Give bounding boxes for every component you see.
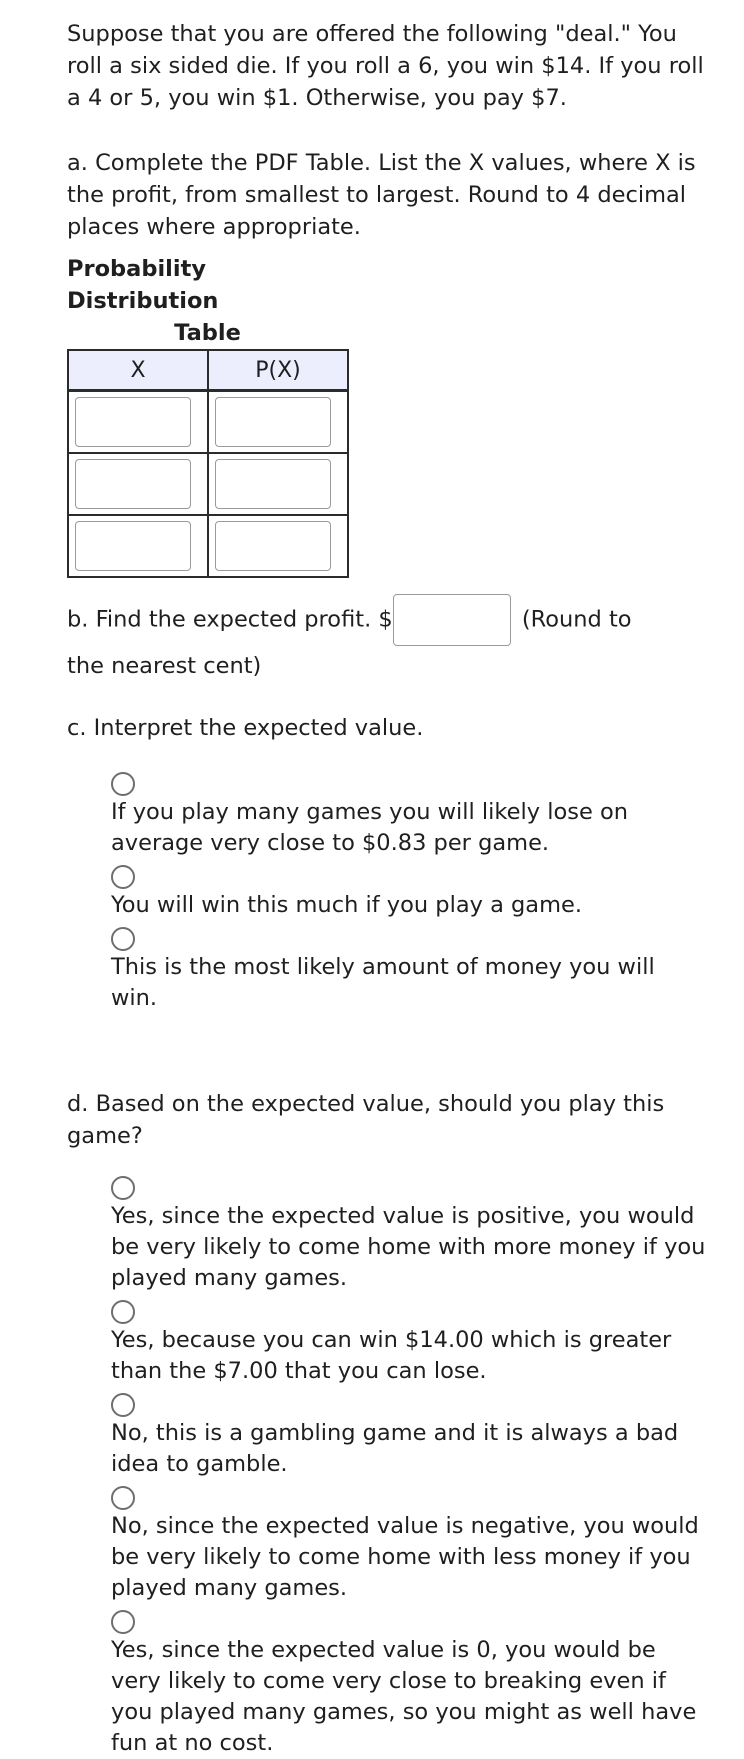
table-header-row xyxy=(68,350,348,391)
px-cell xyxy=(208,391,348,454)
option-label: No, since the expected value is negative, you would be very likely to come home with less money if you played many games. xyxy=(111,1513,699,1601)
part-b xyxy=(67,594,707,688)
x-input-3[interactable] xyxy=(75,521,191,571)
part-c-option-3[interactable] xyxy=(111,923,707,1014)
part-d-option-5[interactable] xyxy=(111,1606,707,1759)
option-label: Yes, since the expected value is positive, you would be very likely to come home with more money if you played many games. xyxy=(111,1203,706,1291)
x-cell xyxy=(68,515,208,577)
question-intro: Suppose that you are offered the following "deal." You roll a six sided die. If you roll a 6, you win $14. If you roll a 4 or 5, you win $1. Otherwise, you pay $7. xyxy=(67,21,704,111)
x-cell xyxy=(68,391,208,454)
part-d-option-3[interactable] xyxy=(111,1389,707,1480)
option-label: You will win this much if you play a game. xyxy=(111,892,583,918)
x-input-2[interactable] xyxy=(75,459,191,509)
px-input-3[interactable] xyxy=(215,521,331,571)
part-c-options xyxy=(67,766,707,1014)
option-label: Yes, because you can win $14.00 which is greater than the $7.00 that you can lose. xyxy=(111,1327,672,1384)
radio-button-icon[interactable] xyxy=(111,1486,135,1510)
part-b-round-note-cont: the nearest cent) xyxy=(67,653,262,679)
part-d-options xyxy=(67,1170,707,1759)
part-c-option-2[interactable] xyxy=(111,861,707,921)
header-x: X xyxy=(68,350,208,391)
part-b-prompt: b. Find the expected profit. $ xyxy=(67,606,393,633)
part-d-option-2[interactable] xyxy=(111,1296,707,1387)
part-d-option-4[interactable] xyxy=(111,1482,707,1604)
part-d-prompt: d. Based on the expected value, should you play this game? xyxy=(67,1091,665,1149)
table-row xyxy=(68,391,348,454)
radio-button-icon[interactable] xyxy=(111,772,135,796)
radio-button-icon[interactable] xyxy=(111,1176,135,1200)
x-input-1[interactable] xyxy=(75,397,191,447)
px-cell xyxy=(208,453,348,515)
part-d-option-1[interactable] xyxy=(111,1172,707,1294)
px-input-1[interactable] xyxy=(215,397,331,447)
part-c-prompt: c. Interpret the expected value. xyxy=(67,715,424,741)
radio-button-icon[interactable] xyxy=(111,1393,135,1417)
px-cell xyxy=(208,515,348,577)
table-title-line1: Probability Distribution xyxy=(67,256,219,314)
part-a-instructions: a. Complete the PDF Table. List the X values, where X is the profit, from smallest to largest. Round to 4 decimal places where appropriate. xyxy=(67,150,696,240)
table-title xyxy=(67,253,348,349)
header-px: P(X) xyxy=(208,350,348,391)
x-cell xyxy=(68,453,208,515)
probability-distribution-table xyxy=(67,349,349,578)
option-label: This is the most likely amount of money you will win. xyxy=(111,954,655,1011)
radio-button-icon[interactable] xyxy=(111,1300,135,1324)
px-input-2[interactable] xyxy=(215,459,331,509)
table-row xyxy=(68,453,348,515)
table-row xyxy=(68,515,348,577)
option-label: If you play many games you will likely lose on average very close to $0.83 per game. xyxy=(111,799,628,856)
radio-button-icon[interactable] xyxy=(111,865,135,889)
option-label: Yes, since the expected value is 0, you would be very likely to come very close to breaking even if you played many games, so you might as well have fun at no cost. xyxy=(111,1637,697,1756)
table-title-line2: Table xyxy=(174,320,241,346)
part-b-round-note: (Round to xyxy=(521,606,632,633)
option-label: No, this is a gambling game and it is always a bad idea to gamble. xyxy=(111,1420,679,1477)
expected-profit-input[interactable] xyxy=(393,594,511,646)
radio-button-icon[interactable] xyxy=(111,1610,135,1634)
question-page xyxy=(67,18,707,1759)
part-c-option-1[interactable] xyxy=(111,768,707,859)
radio-button-icon[interactable] xyxy=(111,927,135,951)
